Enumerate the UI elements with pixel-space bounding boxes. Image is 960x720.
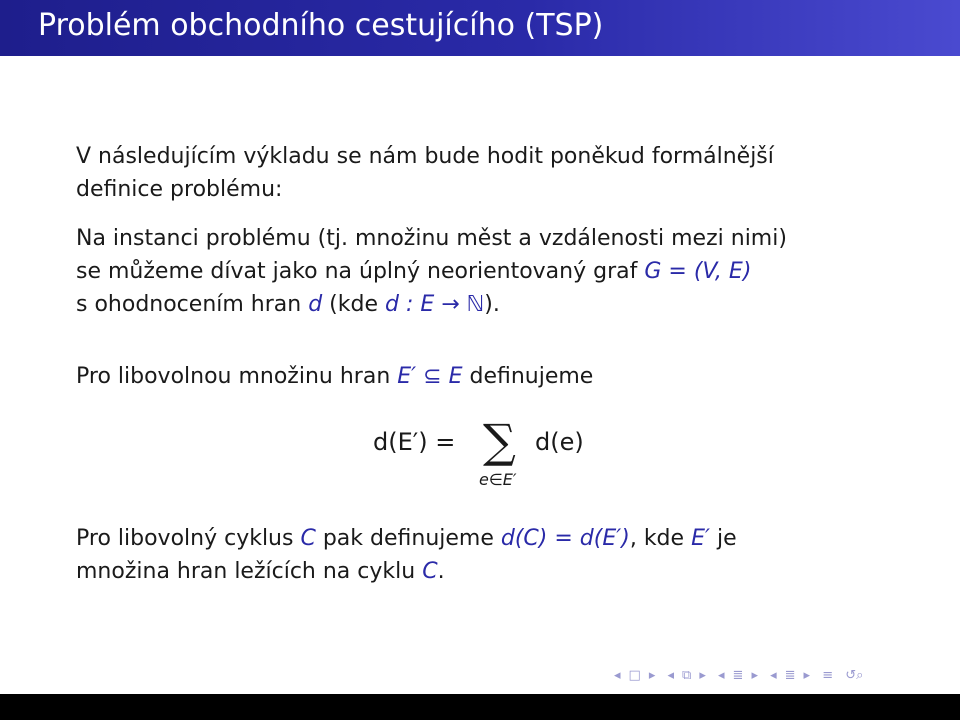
bottom-bar	[0, 694, 960, 720]
sum-symbol: ∑	[483, 414, 516, 468]
text-run: se můžeme dívat jako na úplný neorientovaný graf	[76, 259, 645, 284]
paragraph-intro-line2: definice problému:	[76, 177, 283, 202]
math-c: C	[300, 526, 316, 551]
paragraph-intro	[76, 140, 936, 206]
text-run: množina hran ležících na cyklu	[76, 559, 423, 584]
paragraph-edge-set	[76, 360, 936, 393]
paragraph-instance-line3	[76, 288, 936, 321]
part-prev-arrow-icon[interactable]: ◂	[770, 668, 777, 683]
text-run: s ohodnocením hran	[76, 292, 309, 317]
text-run: je	[709, 526, 737, 551]
text-run: Pro libovolný cyklus	[76, 526, 301, 551]
paragraph-instance-line2	[76, 255, 936, 288]
equation-lhs: d(E′) =	[373, 428, 456, 456]
section-icon[interactable]: ≣	[732, 668, 744, 683]
section-prev-arrow-icon[interactable]: ◂	[718, 668, 725, 683]
math-cycle-cost: d(C) = d(E′)	[500, 526, 630, 551]
text-run: definujeme	[462, 364, 594, 389]
subsection-prev-arrow-icon[interactable]: ◂	[667, 668, 675, 683]
toc-icon[interactable]: ≡	[822, 668, 834, 683]
frame-next-arrow-icon[interactable]: ▸	[648, 668, 656, 683]
paragraph-cycle-line1	[76, 522, 936, 555]
part-next-arrow-icon[interactable]: ▸	[803, 668, 811, 683]
beamer-navigation	[614, 668, 944, 690]
slide-title: Problém obchodního cestujícího (TSP)	[38, 8, 604, 43]
math-e-prime: E′	[691, 526, 710, 551]
paragraph-cycle	[76, 522, 936, 588]
frame-prev-arrow-icon[interactable]: ◂	[614, 668, 621, 683]
math-d: d	[308, 292, 323, 317]
math-subset: E′ ⊆ E	[397, 364, 463, 389]
equation-rhs: d(e)	[535, 428, 584, 456]
text-run: , kde	[629, 526, 692, 551]
paragraph-instance-line1: Na instanci problému (tj. množinu měst a vzdálenosti mezi nimi)	[76, 226, 787, 251]
subsection-next-arrow-icon[interactable]: ▸	[699, 668, 706, 683]
math-weight-function: d : E → ℕ	[384, 292, 485, 317]
text-run: ).	[484, 292, 500, 317]
search-icon[interactable]: ↺⌕	[845, 668, 864, 683]
frame-icon[interactable]: □	[628, 668, 641, 683]
text-run: Pro libovolnou množinu hran	[76, 364, 398, 389]
title-bar	[0, 0, 960, 56]
paragraph-instance	[76, 222, 936, 321]
math-c: C	[422, 559, 438, 584]
math-graph-definition: G = (V, E)	[644, 259, 752, 284]
section-next-arrow-icon[interactable]: ▸	[751, 668, 758, 683]
part-icon[interactable]: ≣	[784, 668, 796, 683]
subsection-icon[interactable]: ⧉	[682, 668, 692, 683]
paragraph-cycle-line2	[76, 555, 936, 588]
paragraph-intro-line1: V následujícím výkladu se nám bude hodit poněkud formálnější	[76, 144, 774, 169]
text-run: pak definujeme	[315, 526, 501, 551]
sum-subscript: e∈E′	[479, 470, 517, 489]
equation-sum	[373, 414, 613, 500]
text-run: .	[437, 559, 445, 584]
text-run: (kde	[322, 292, 385, 317]
